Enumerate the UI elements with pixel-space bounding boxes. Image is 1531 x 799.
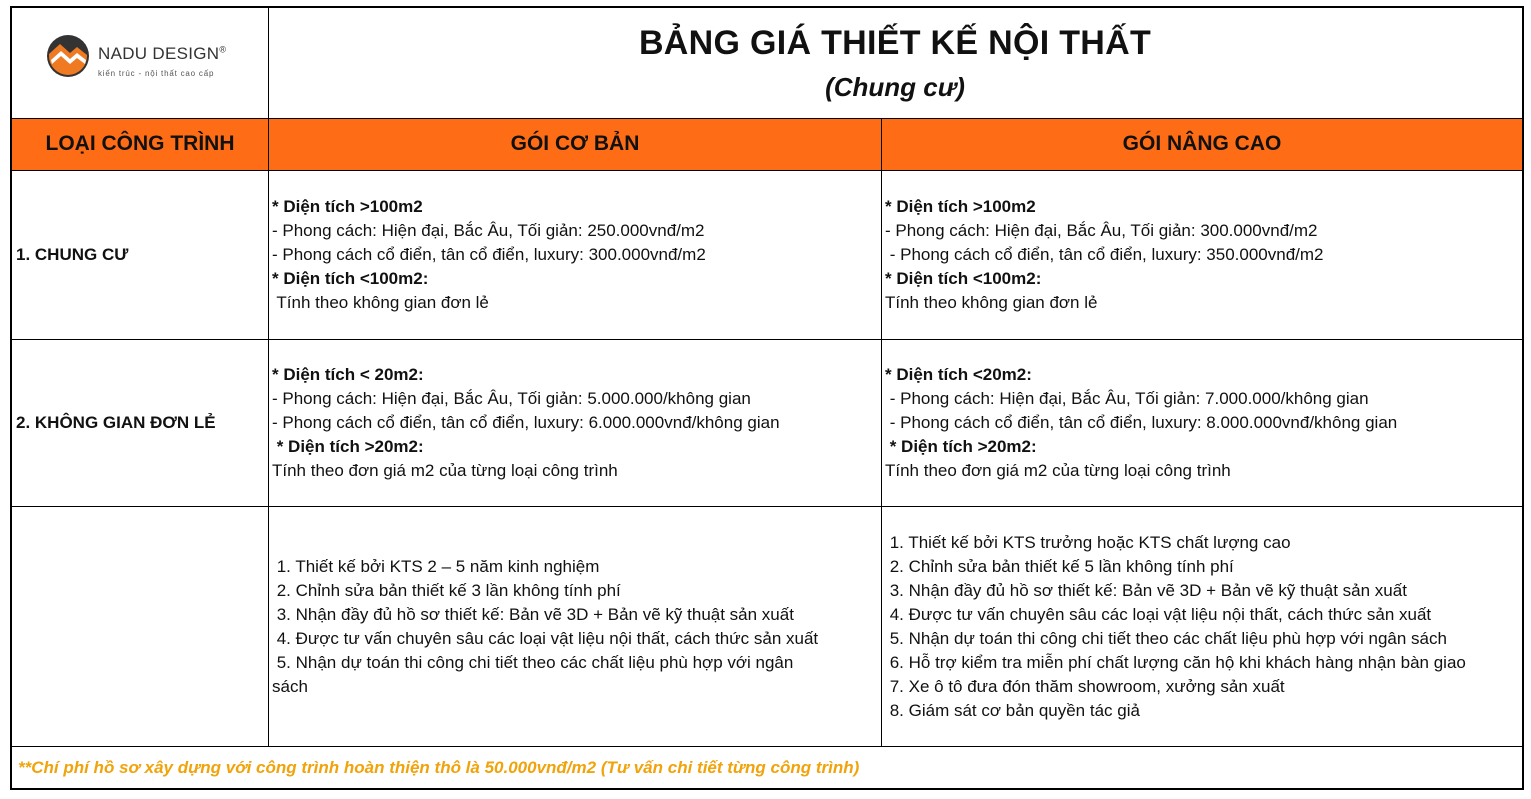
list-item: 2. Chỉnh sửa bản thiết kế 5 lần không tính phí xyxy=(885,557,1234,576)
apartment-advanced-details xyxy=(885,195,1521,315)
grid-line xyxy=(12,170,1522,171)
list-item: sách xyxy=(272,677,308,696)
text-line: * Diện tích >20m2: xyxy=(272,437,424,456)
grid-line xyxy=(12,118,1522,119)
text-line: - Phong cách cổ điển, tân cổ điển, luxury: 350.000vnđ/m2 xyxy=(885,245,1324,264)
column-header-basic: GÓI CƠ BẢN xyxy=(269,118,881,170)
row-label-apartment: 1. CHUNG CƯ xyxy=(16,245,129,264)
text-line: Tính theo không gian đơn lẻ xyxy=(272,293,489,312)
column-header-advanced: GÓI NÂNG CAO xyxy=(882,118,1522,170)
logo-name: NADU DESIGN® xyxy=(98,44,227,63)
grid-line xyxy=(12,339,1522,340)
grid-line xyxy=(881,118,882,747)
apartment-basic-details xyxy=(272,195,880,315)
single-space-basic-details xyxy=(272,363,880,483)
text-line: - Phong cách: Hiện đại, Bắc Âu, Tối giản: 300.000vnđ/m2 xyxy=(885,221,1318,240)
text-line: * Diện tích >100m2 xyxy=(885,197,1036,216)
text-line: * Diện tích <100m2: xyxy=(885,269,1042,288)
list-item: 7. Xe ô tô đưa đón thăm showroom, xưởng sản xuất xyxy=(885,677,1285,696)
column-header-type: LOẠI CÔNG TRÌNH xyxy=(12,118,268,170)
text-line: - Phong cách: Hiện đại, Bắc Âu, Tối giản: 250.000vnđ/m2 xyxy=(272,221,705,240)
text-line: - Phong cách: Hiện đại, Bắc Âu, Tối giản: 5.000.000/không gian xyxy=(272,389,751,408)
text-line: * Diện tích >100m2 xyxy=(272,197,423,216)
text-line: * Diện tích <20m2: xyxy=(885,365,1032,384)
page-subtitle: (Chung cư) xyxy=(825,72,965,102)
nadu-logo-icon xyxy=(46,34,90,78)
text-line: * Diện tích >20m2: xyxy=(885,437,1037,456)
text-line: Tính theo đơn giá m2 của từng loại công trình xyxy=(885,461,1231,480)
list-item: 2. Chỉnh sửa bản thiết kế 3 lần không tính phí xyxy=(272,581,621,600)
text-line: * Diện tích <100m2: xyxy=(272,269,429,288)
benefits-advanced-list xyxy=(885,531,1521,723)
grid-line xyxy=(12,506,1522,507)
text-line: Tính theo không gian đơn lẻ xyxy=(885,293,1098,312)
list-item: 5. Nhận dự toán thi công chi tiết theo các chất liệu phù hợp với ngân xyxy=(272,653,794,672)
text-line: - Phong cách: Hiện đại, Bắc Âu, Tối giản: 7.000.000/không gian xyxy=(885,389,1369,408)
single-space-advanced-details xyxy=(885,363,1521,483)
page-title: BẢNG GIÁ THIẾT KẾ NỘI THẤT xyxy=(638,24,1152,62)
logo-tagline: kiến trúc - nội thất cao cấp xyxy=(98,69,215,78)
list-item: 6. Hỗ trợ kiểm tra miễn phí chất lượng căn hộ khi khách hàng nhận bàn giao xyxy=(885,653,1466,672)
list-item: 3. Nhận đầy đủ hồ sơ thiết kế: Bản vẽ 3D + Bản vẽ kỹ thuật sản xuất xyxy=(885,581,1407,600)
text-line: * Diện tích < 20m2: xyxy=(272,365,424,384)
list-item: 1. Thiết kế bởi KTS 2 – 5 năm kinh nghiệm xyxy=(272,557,600,576)
logo xyxy=(12,8,268,118)
grid-line xyxy=(12,746,1522,747)
list-item: 1. Thiết kế bởi KTS trưởng hoặc KTS chất lượng cao xyxy=(885,533,1291,552)
text-line: - Phong cách cổ điển, tân cổ điển, luxury: 6.000.000vnđ/không gian xyxy=(272,413,780,432)
text-line: - Phong cách cổ điển, tân cổ điển, luxury: 300.000vnđ/m2 xyxy=(272,245,706,264)
list-item: 4. Được tư vấn chuyên sâu các loại vật liệu nội thất, cách thức sản xuất xyxy=(272,629,819,648)
list-item: 8. Giám sát cơ bản quyền tác giả xyxy=(885,701,1140,720)
footer-note: **Chí phí hồ sơ xây dựng với công trình hoàn thiện thô là 50.000vnđ/m2 (Tư vấn chi tiết từng công trình) xyxy=(18,757,860,777)
row-label-benefits xyxy=(12,507,268,746)
title-block xyxy=(268,8,1522,118)
list-item: 5. Nhận dự toán thi công chi tiết theo các chất liệu phù hợp với ngân sách xyxy=(885,629,1447,648)
list-item: 4. Được tư vấn chuyên sâu các loại vật liệu nội thất, cách thức sản xuất xyxy=(885,605,1432,624)
text-line: Tính theo đơn giá m2 của từng loại công trình xyxy=(272,461,618,480)
benefits-basic-list xyxy=(272,555,880,699)
price-table xyxy=(10,6,1524,790)
row-label-single-space: 2. KHÔNG GIAN ĐƠN LẺ xyxy=(16,413,216,432)
list-item: 3. Nhận đầy đủ hồ sơ thiết kế: Bản vẽ 3D + Bản vẽ kỹ thuật sản xuất xyxy=(272,605,794,624)
text-line: - Phong cách cổ điển, tân cổ điển, luxury: 8.000.000vnđ/không gian xyxy=(885,413,1398,432)
